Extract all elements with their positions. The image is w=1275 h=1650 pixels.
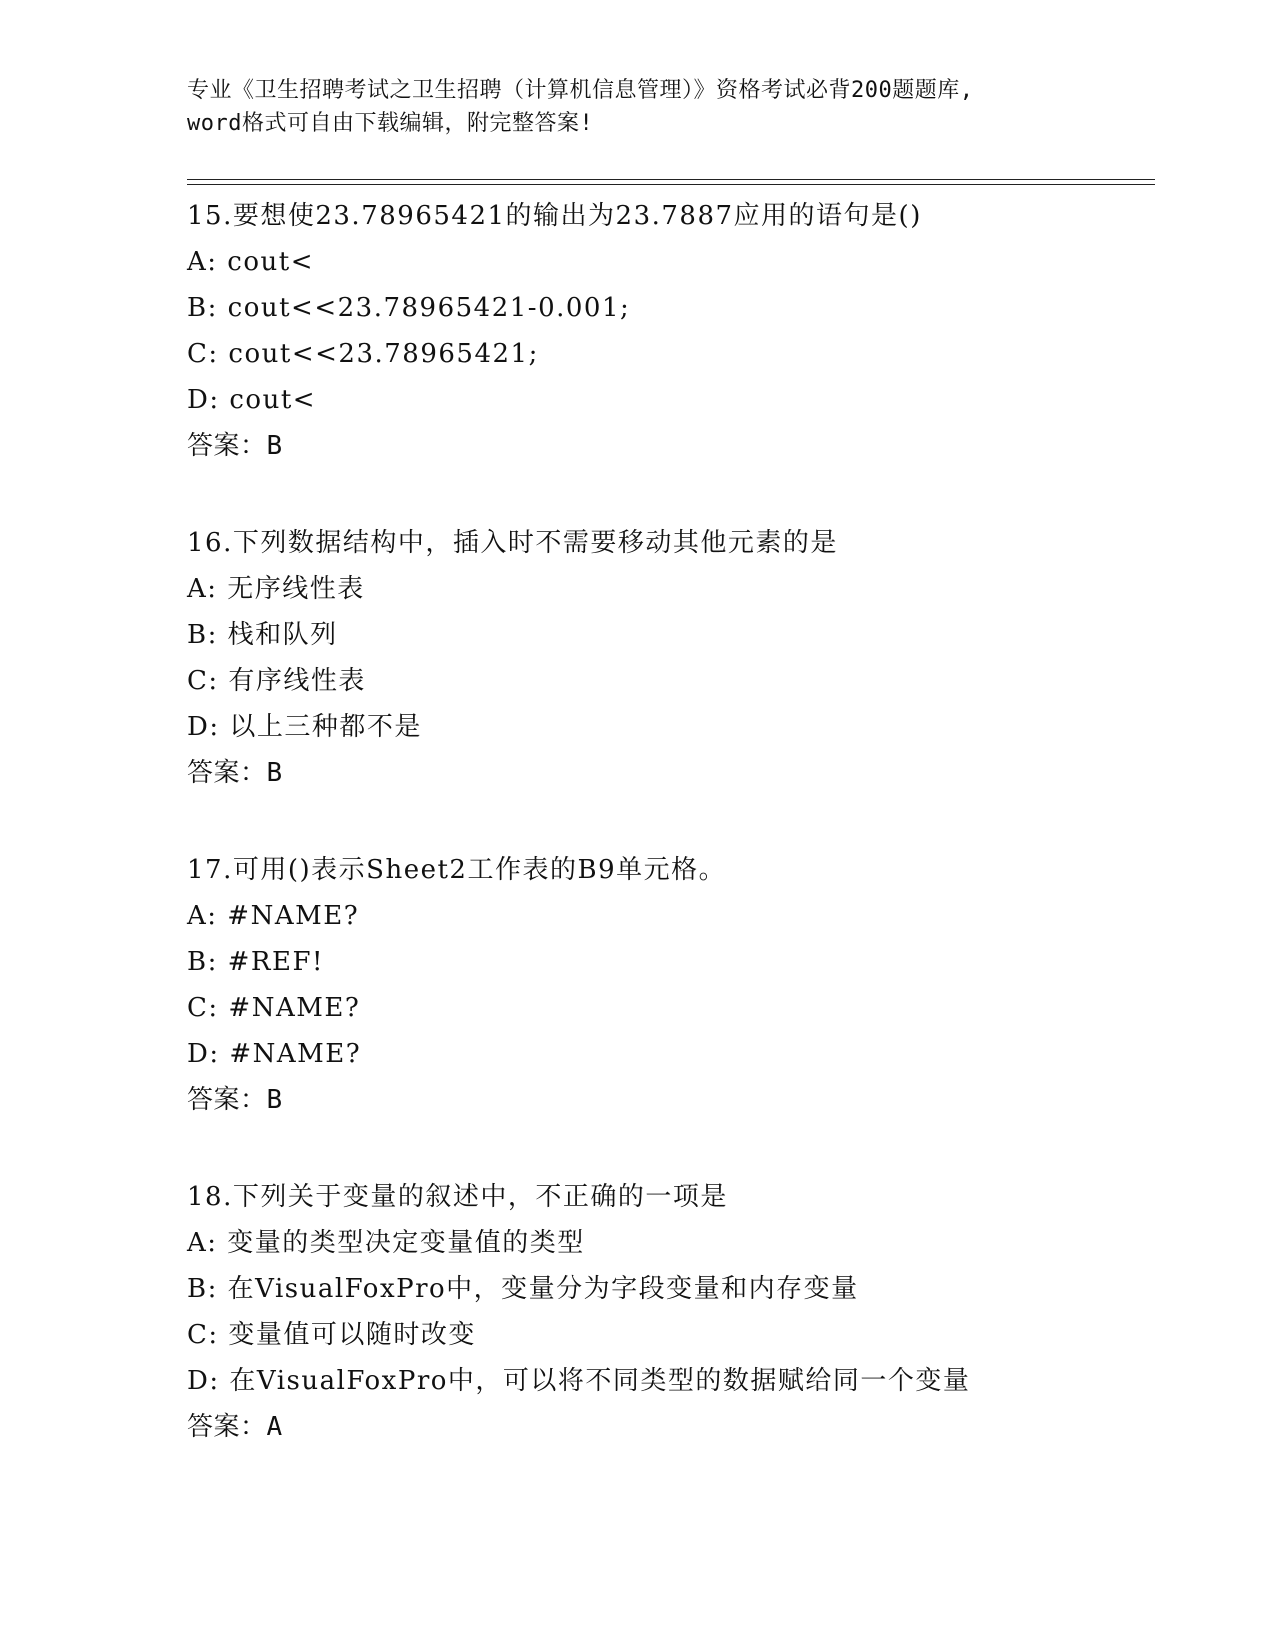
header-divider-top <box>187 179 1155 180</box>
question-18 <box>187 1174 1147 1450</box>
answer-line: 答案：A <box>187 1412 283 1442</box>
option-c: C: cout<<23.78965421; <box>187 339 539 369</box>
header-divider-bottom <box>187 184 1155 185</box>
question-15 <box>187 193 1147 469</box>
answer-line: 答案：B <box>187 431 283 461</box>
option-a: A: 变量的类型决定变量值的类型 <box>187 1228 585 1258</box>
question-stem: 16.下列数据结构中，插入时不需要移动其他元素的是 <box>187 528 838 558</box>
option-d: D: cout< <box>187 385 317 415</box>
option-b: B: cout<<23.78965421-0.001; <box>187 293 631 323</box>
question-stem: 18.下列关于变量的叙述中，不正确的一项是 <box>187 1182 728 1212</box>
question-16 <box>187 520 1147 796</box>
question-stem: 17.可用()表示Sheet2工作表的B9单元格。 <box>187 855 727 885</box>
option-c: C: 有序线性表 <box>187 666 366 696</box>
answer-line: 答案：B <box>187 758 283 788</box>
option-d: D: 在VisualFoxPro中，可以将不同类型的数据赋给同一个变量 <box>187 1366 971 1396</box>
option-d: D: 以上三种都不是 <box>187 712 422 742</box>
option-b: B: 在VisualFoxPro中，变量分为字段变量和内存变量 <box>187 1274 859 1304</box>
option-c: C: #NAME? <box>187 993 361 1023</box>
option-a: A: cout< <box>187 247 314 277</box>
option-b: B: #REF! <box>187 947 324 977</box>
answer-line: 答案：B <box>187 1085 283 1115</box>
document-header <box>187 74 1087 140</box>
question-stem: 15.要想使23.78965421的输出为23.7887应用的语句是() <box>187 201 922 231</box>
option-d: D: #NAME? <box>187 1039 362 1069</box>
header-title-line: 专业《卫生招聘考试之卫生招聘（计算机信息管理）》资格考试必背200题题库, <box>187 78 974 103</box>
option-c: C: 变量值可以随时改变 <box>187 1320 476 1350</box>
question-17 <box>187 847 1147 1123</box>
option-a: A: 无序线性表 <box>187 574 365 604</box>
option-a: A: #NAME? <box>187 901 360 931</box>
option-b: B: 栈和队列 <box>187 620 338 650</box>
header-subtitle-line: word格式可自由下载编辑，附完整答案! <box>187 111 594 136</box>
question-list <box>187 193 1147 1501</box>
